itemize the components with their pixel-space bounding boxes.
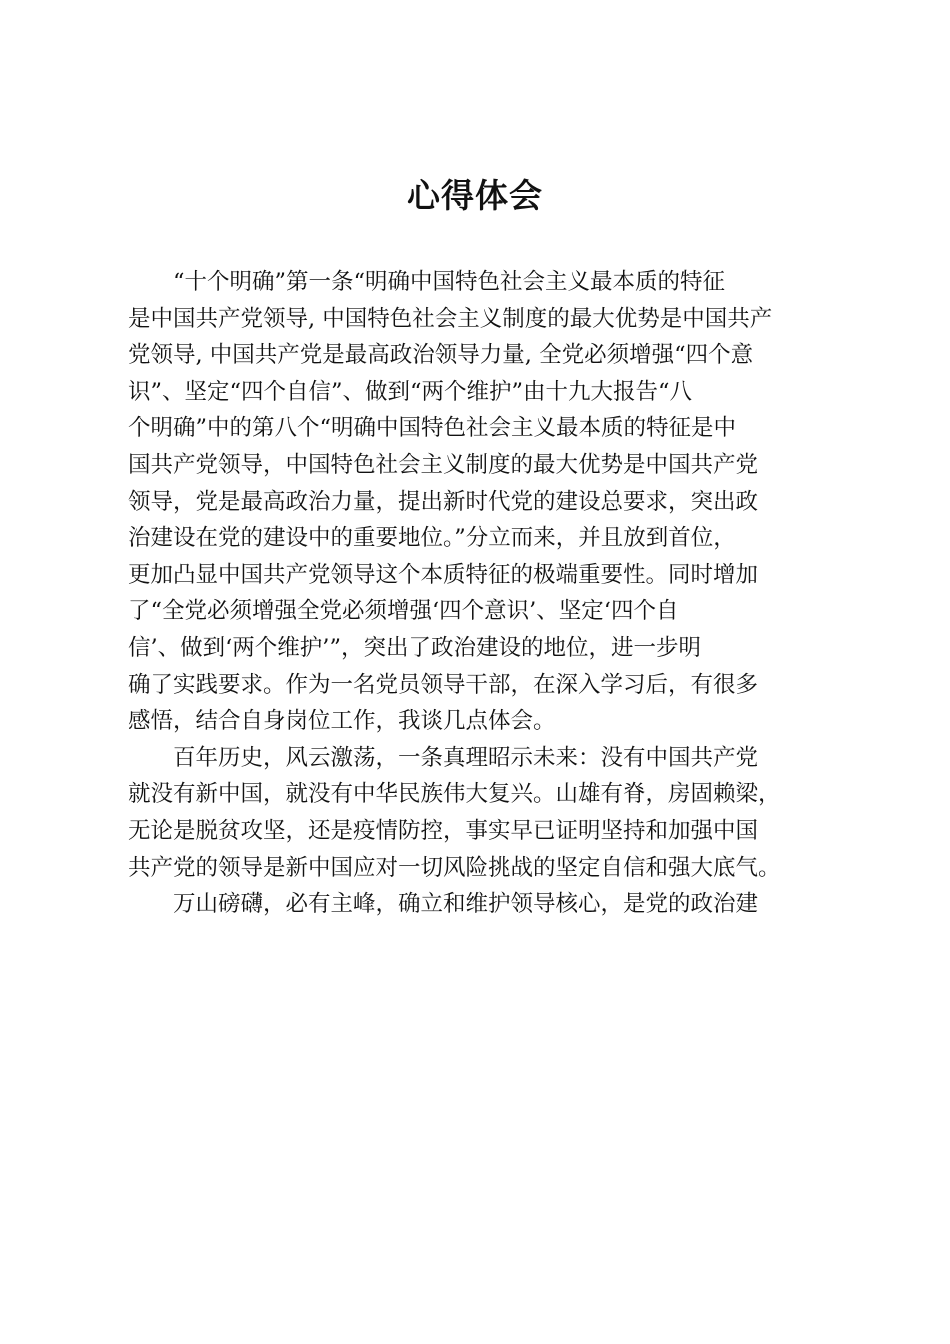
text-line: 百年历史，风云激荡，一条真理昭示未来：没有中国共产党 [173,744,759,771]
text-line: 万山磅礴，必有主峰，确立和维护领导核心，是党的政治建 [173,891,759,918]
text-line: 更加凸显中国共产党领导这个本质特征的极端重要性。同时增加 [128,561,759,588]
text-line: 就没有新中国，就没有中华民族伟大复兴。山雄有脊，房固赖梁， [128,781,781,808]
text-line: 治建设在党的建设中的重要地位。”分立而来，并且放到首位， [128,525,736,552]
text-line: 国共产党领导，中国特色社会主义制度的最大优势是中国共产党 [128,451,759,478]
text-line: 共产党的领导是新中国应对一切风险挑战的坚定自信和强大底气。 [128,854,781,881]
text-line: 信’、做到‘两个维护’”，突出了政治建设的地位，进一步明 [128,634,701,661]
text-line: “十个明确”第一条“明确中国特色社会主义最本质的特征 [173,269,726,295]
text-line: 识”、坚定“四个自信”、做到“两个维护”由十九大报告“八 [128,378,693,405]
text-line: 是中国共产党领导, 中国特色社会主义制度的最大优势是中国共产 [128,305,773,332]
text-line: 感悟，结合自身岗位工作，我谈几点体会。 [128,708,556,735]
text-line: 了“全党必须增强全党必须增强‘四个意识’、坚定‘四个自 [128,598,679,625]
text-line: 个明确”中的第八个“明确中国特色社会主义最本质的特征是中 [128,415,737,442]
text-line: 确了实践要求。作为一名党员领导干部，在深入学习后，有很多 [128,671,759,698]
document-body [128,264,828,923]
text-line: 党领导, 中国共产党是最高政治领导力量, 全党必须增强“四个意 [128,342,754,369]
page-title: 心得体会 [407,176,543,215]
text-line: 无论是脱贫攻坚，还是疫情防控，事实早已证明坚持和加强中国 [128,817,759,844]
text-line: 领导，党是最高政治力量，提出新时代党的建设总要求，突出政 [128,488,759,515]
